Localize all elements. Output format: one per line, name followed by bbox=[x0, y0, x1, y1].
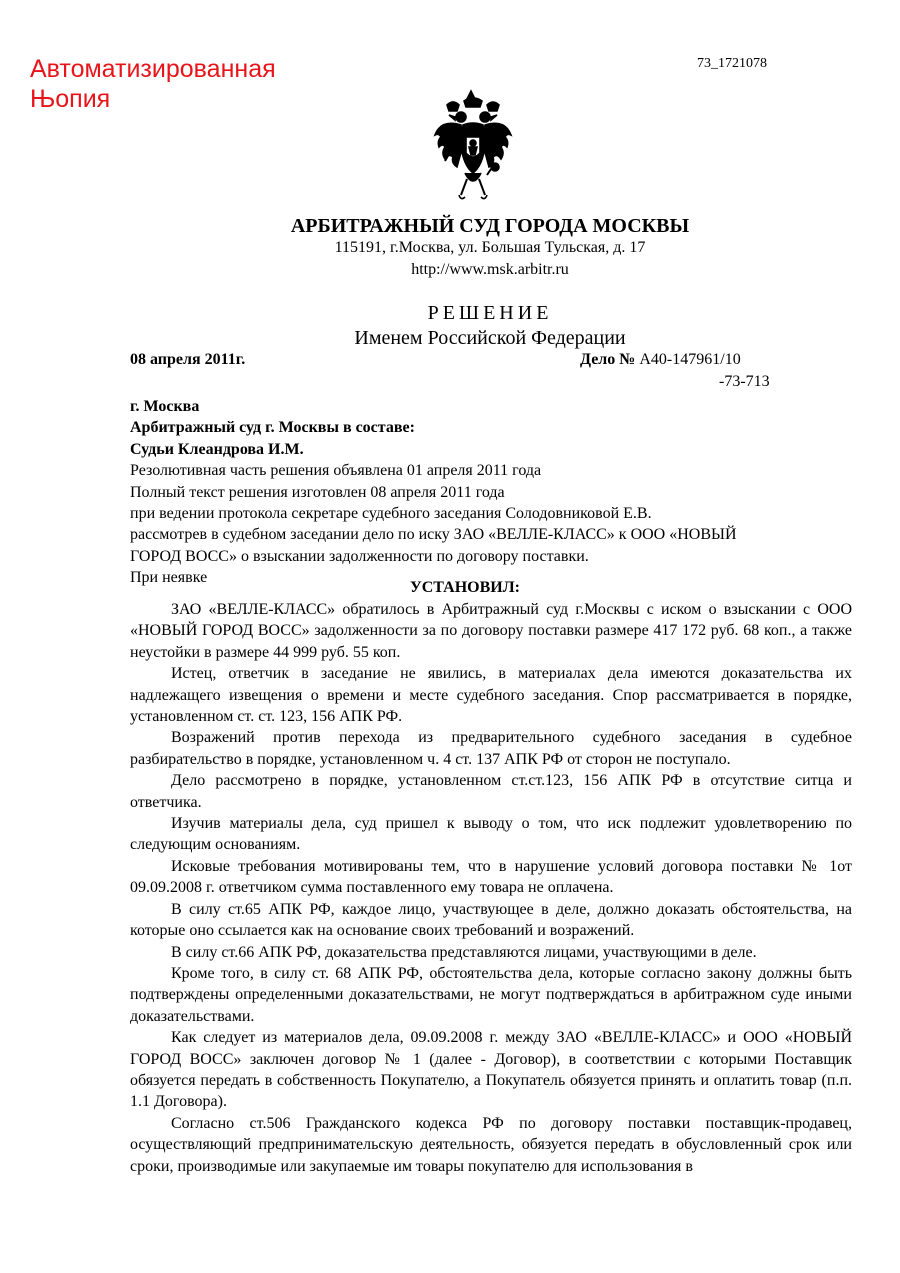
stamp-line-2: Њопия bbox=[30, 85, 111, 113]
case-number-value: А40-147961/10 bbox=[639, 351, 741, 368]
case-number bbox=[580, 350, 741, 370]
court-url: http://www.msk.arbitr.ru bbox=[411, 261, 569, 278]
paragraph: Возражений против перехода из предварительного судебного заседания в судебное разбирательство в порядке, установленном ч. 4 ст. 137 АПК РФ от сторон не поступало. bbox=[130, 729, 852, 768]
court-composition: Арбитражный суд г. Москвы в составе: bbox=[130, 419, 415, 437]
intro-line: При неявке bbox=[130, 569, 208, 587]
paragraph: Исковые требования мотивированы тем, что в нарушение условий договора поставки № 1от 09.09.2008 г. ответчиком сумма поставленного ему товара не оплачена. bbox=[130, 857, 852, 897]
intro-block bbox=[130, 396, 860, 589]
intro-line: при ведении протокола секретаре судебного заседания Солодовниковой Е.В. bbox=[130, 505, 652, 523]
document-id: 73_1721078 bbox=[697, 56, 767, 71]
intro-line: ГОРОД ВОСС» о взыскании задолженности по договору поставки. bbox=[130, 547, 589, 565]
judge-name: Судьи Клеандрова И.М. bbox=[130, 440, 304, 458]
case-number-suffix: -73-713 bbox=[719, 373, 770, 390]
court-name: АРБИТРАЖНЫЙ СУД ГОРОДА МОСКВЫ bbox=[290, 215, 690, 237]
decision-date: 08 апреля 2011г. bbox=[130, 351, 246, 368]
decision-subtitle: Именем Российской Федерации bbox=[354, 327, 626, 349]
paragraph: Изучив материалы дела, суд пришел к выводу о том, что иск подлежит удовлетворению по следующим основаниям. bbox=[130, 815, 852, 854]
paragraph: Согласно ст.506 Гражданского кодекса РФ по договору поставки поставщик-продавец, осуществляющий предпринимательскую деятельность, обязуется передать в обусловленный срок или сроки, производимые или закупаемые им товары покупателю для использования в bbox=[130, 1114, 852, 1175]
copy-stamp bbox=[30, 54, 276, 114]
intro-line: рассмотрев в судебном заседании дело по иску ЗАО «ВЕЛЛЕ-КЛАСС» к ООО «НОВЫЙ bbox=[130, 526, 737, 544]
paragraph: Как следует из материалов дела, 09.09.2008 г. между ЗАО «ВЕЛЛЕ-КЛАСС» и ООО «НОВЫЙ ГОРОД ВОСС» заключен договор № 1 (далее - Договор), в соответствии с которыми Поставщик обязуется передать в собственность Покупателю, а Покупатель обязуется принять и оплатить товар (п.п. 1.1 Договора). bbox=[130, 1029, 852, 1111]
case-label: Дело № bbox=[580, 351, 636, 368]
paragraph: В силу ст.65 АПК РФ, каждое лицо, участвующее в деле, должно доказать обстоятельства, на которые оно ссылается как на основание своих требований и возражений. bbox=[130, 900, 852, 940]
intro-line: Резолютивная часть решения объявлена 01 апреля 2011 года bbox=[130, 462, 542, 480]
paragraph: ЗАО «ВЕЛЛЕ-КЛАСС» обратилось в Арбитражный суд г.Москвы с иском о взыскании с ООО «НОВЫЙ ГОРОД ВОСС» задолженности за по договору поставки размере 417 172 руб. 68 коп., а также неустойки в размере 44 999 руб. 55 коп. bbox=[130, 601, 852, 661]
intro-line: Полный текст решения изготовлен 08 апреля 2011 года bbox=[130, 483, 505, 501]
coat-of-arms-russia-icon bbox=[431, 85, 515, 205]
paragraph: Кроме того, в силу ст. 68 АПК РФ, обстоятельства дела, которые согласно закону должны быть подтверждены определенными доказательствами, не могут подтверждаться в арбитражном суде иными доказательствами. bbox=[130, 964, 852, 1025]
city: г. Москва bbox=[130, 398, 200, 415]
decision-title: РЕШЕНИЕ bbox=[427, 302, 553, 324]
court-address: 115191, г.Москва, ул. Большая Тульская, д. 17 bbox=[334, 239, 646, 256]
paragraph: Дело рассмотрено в порядке, установленном ст.ст.123, 156 АПК РФ в отсутствие ситца и ответчика. bbox=[130, 772, 852, 811]
decision-body bbox=[130, 599, 852, 1177]
established-heading: УСТАНОВИЛ: bbox=[410, 579, 520, 596]
paragraph: В силу ст.66 АПК РФ, доказательства представляются лицами, участвующими в деле. bbox=[171, 943, 757, 961]
paragraph: Истец, ответчик в заседание не явились, в материалах дела имеются доказательства их надлежащего извещения о времени и месте судебного заседания. Спор рассматривается в порядке, установленном ст. ст. 123, 156 АПК РФ. bbox=[130, 665, 852, 726]
stamp-line-1: Автоматизированная bbox=[30, 55, 276, 83]
